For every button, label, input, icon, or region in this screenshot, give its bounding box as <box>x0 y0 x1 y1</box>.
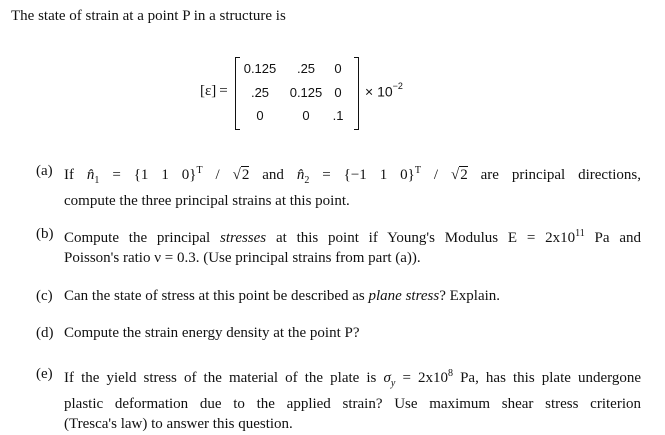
question-b <box>36 224 641 268</box>
equals-sign: = <box>219 83 228 99</box>
vector-expression-2 <box>322 167 467 183</box>
question-a <box>36 161 641 211</box>
unit-vector-n1 <box>86 167 100 186</box>
matrix-cell: 0 <box>256 108 264 123</box>
right-bracket <box>354 57 359 130</box>
subscript: y <box>390 378 396 389</box>
question-body <box>64 161 641 211</box>
strain-matrix <box>235 55 359 130</box>
matrix-cell: .25 <box>250 85 270 100</box>
question-d <box>36 323 641 343</box>
question-label: (c) <box>36 288 53 304</box>
italic-text: plane stress <box>368 288 440 304</box>
question-line: (Tresca's law) to answer this question. <box>64 416 293 432</box>
exponent: 8 <box>448 368 453 379</box>
question-label: (e) <box>36 366 53 382</box>
question-label: (b) <box>36 226 54 242</box>
radicand: 2 <box>460 167 468 183</box>
divide-root: / √ <box>215 167 241 183</box>
text-span: and <box>262 167 284 183</box>
question-line: plastic deformation due to the applied strain? Use maximum shear stress criterion <box>64 396 641 412</box>
sigma: σ <box>383 370 391 386</box>
question-line <box>64 364 641 394</box>
transpose-mark: T <box>196 165 203 176</box>
text-span: Can the state of stress at this point be described as <box>64 288 365 304</box>
text-span: Compute the principal <box>64 230 211 246</box>
question-body: Compute the strain energy density at the point P? <box>64 325 360 341</box>
question-body <box>64 224 641 268</box>
vector-expression-1 <box>112 167 249 183</box>
strain-symbol: [ε] <box>200 83 217 99</box>
text-span: = 2x10 <box>402 370 448 386</box>
subscript: 1 <box>94 175 100 186</box>
transpose-mark: T <box>414 165 421 176</box>
scale-base: × 10 <box>365 83 393 100</box>
matrix-cell: 0 <box>334 85 342 100</box>
yield-stress-symbol <box>383 370 396 389</box>
n-hat: n̂ <box>86 167 95 183</box>
text-span: at this point if Young's Modulus E = 2x10 <box>275 230 576 246</box>
text-span: Pa and <box>594 230 641 246</box>
question-c <box>36 286 641 306</box>
yield-value <box>402 370 453 386</box>
question-line <box>64 161 641 191</box>
question-line: compute the three principal strains at this point. <box>64 193 350 209</box>
text-span: ? Explain. <box>439 288 501 304</box>
matrix-cell: 0.125 <box>243 61 277 76</box>
question-line: Poisson's ratio ν = 0.3. (Use principal strains from part (a)). <box>64 250 421 266</box>
question-line <box>64 224 641 248</box>
matrix-cell: 0.125 <box>289 85 323 100</box>
problem-intro: The state of strain at a point P in a structure is <box>11 8 286 24</box>
n-hat: n̂ <box>296 167 305 183</box>
question-body <box>64 286 641 306</box>
subscript: 2 <box>304 175 310 186</box>
matrix-scale-factor <box>365 83 403 100</box>
vector-value: = {−1 1 0} <box>322 167 415 183</box>
question-label: (a) <box>36 163 53 179</box>
text-span: are principal directions, <box>480 167 642 183</box>
scale-exponent: −2 <box>392 81 403 91</box>
radicand: 2 <box>241 167 250 183</box>
divide-root: / √ <box>433 167 460 183</box>
modulus-expression <box>276 230 585 246</box>
question-e <box>36 364 641 434</box>
text-span: If <box>64 167 74 183</box>
text-span: If the yield stress of the material of the plate is <box>64 370 377 386</box>
vector-value: = {1 1 0} <box>112 167 197 183</box>
matrix-lhs <box>200 83 228 100</box>
matrix-cell: 0 <box>334 61 342 76</box>
text-span: Pa, has this plate undergone <box>460 370 642 386</box>
italic-text: stresses <box>220 230 267 246</box>
matrix-cell: 0 <box>302 108 310 123</box>
exponent: 11 <box>575 228 585 239</box>
question-body <box>64 364 641 434</box>
matrix-cell: .25 <box>296 61 316 76</box>
question-label: (d) <box>36 325 54 341</box>
unit-vector-n2 <box>296 167 310 186</box>
matrix-cell: .1 <box>332 108 344 123</box>
